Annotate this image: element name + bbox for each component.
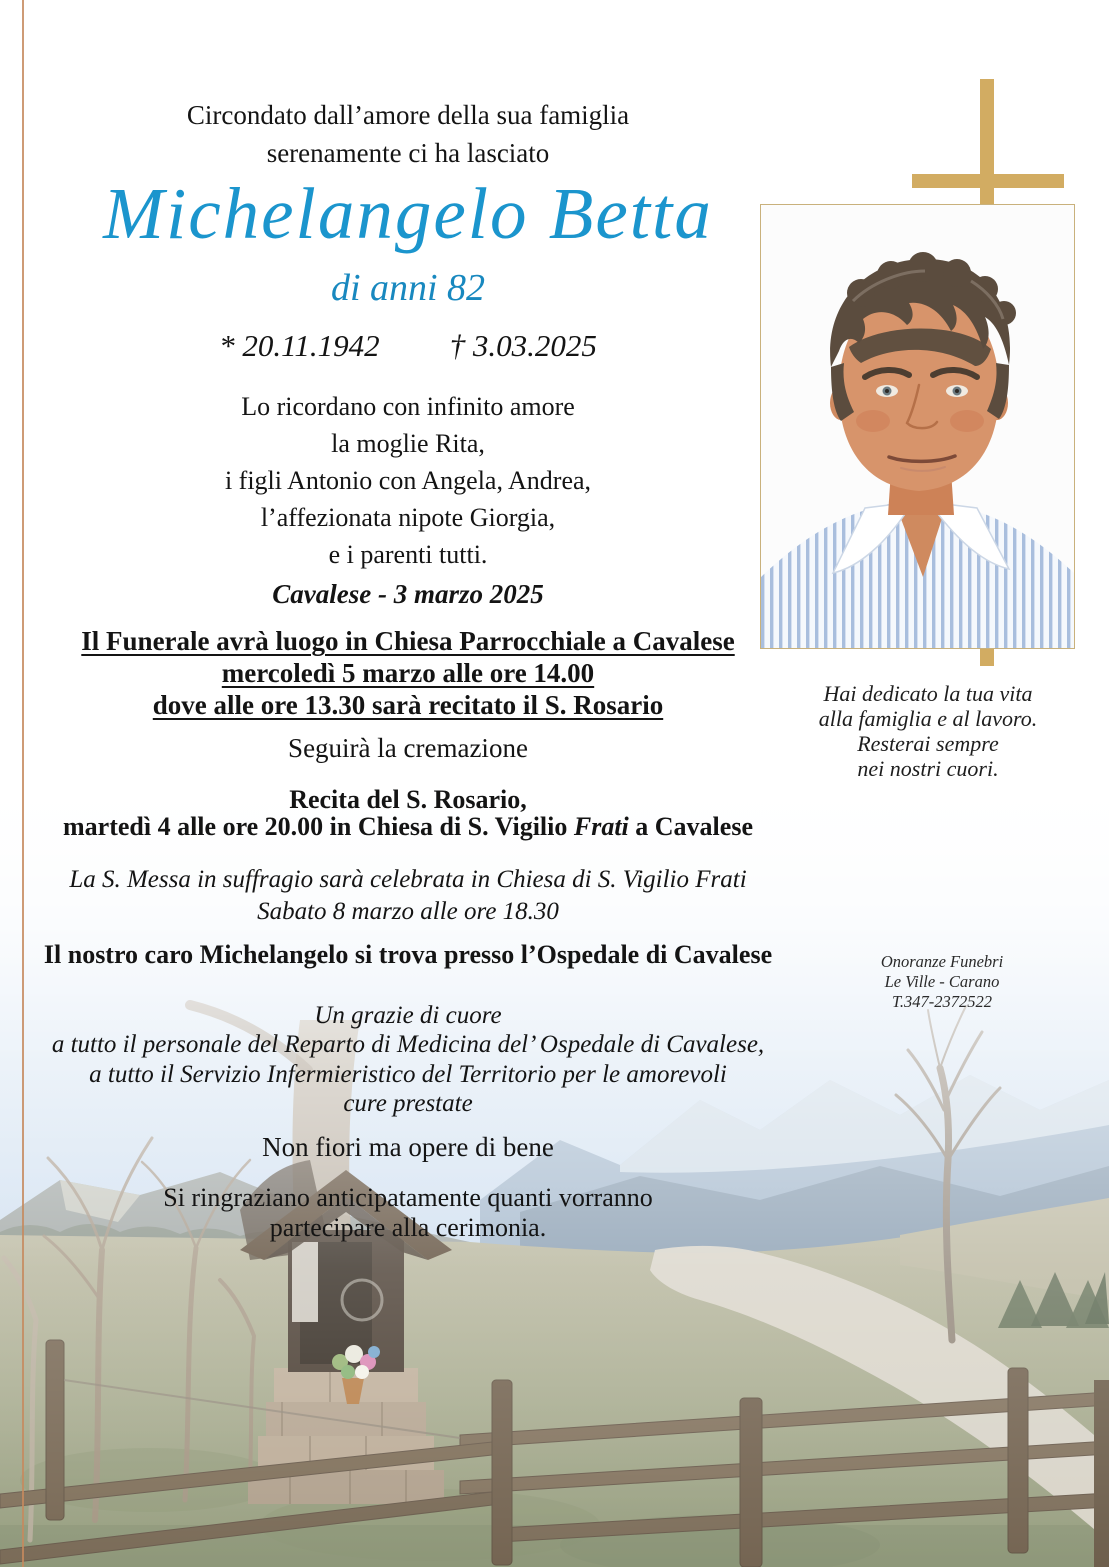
rosary-line-2-italic: Frati [573,812,629,841]
family-line-3: i figli Antonio con Angela, Andrea, [224,466,592,495]
rosary-line-2-pre: martedì 4 alle ore 20.00 in Chiesa di S. Vigilio [63,812,574,841]
thanks-line-2: a tutto il personale del Reparto di Medicina del’ Ospedale di Cavalese, [51,1031,765,1058]
rosary-line-1: Recita del S. Rosario, [289,785,527,814]
funeral-home-name: Onoranze Funebri [880,952,1004,971]
funeral-home-place: Le Ville - Carano [884,972,1000,991]
closing-line-2: partecipare alla cerimonia. [269,1213,547,1242]
funeral-line-3: dove alle ore 13.30 sarà recitato il S. Rosario [152,690,664,720]
epitaph-line-4: nei nostri cuori. [857,756,999,781]
left-accent-line [22,0,24,1567]
family-line-4: l’affezionata nipote Giorgia, [260,503,556,532]
family-line-5: e i parenti tutti. [328,540,488,569]
deceased-name: Michelangelo Betta [103,173,713,254]
mass-line-2: Sabato 8 marzo alle ore 18.30 [257,898,559,925]
funeral-line-2: mercoledì 5 marzo alle ore 14.00 [221,658,595,688]
birth-date: * 20.11.1942 [219,328,380,363]
location-line: Il nostro caro Michelangelo si trova presso l’Ospedale di Cavalese [43,940,773,969]
epitaph [792,681,1064,781]
epitaph-line-3: Resterai sempre [857,731,999,756]
cremation-line: Seguirà la cremazione [288,733,528,763]
rosary-line-2 [12,812,804,842]
epitaph-line-2: alla famiglia e al lavoro. [818,706,1038,731]
intro-line-1: Circondato dall’amore della sua famiglia [186,100,630,130]
age-line: di anni 82 [330,267,486,309]
epitaph-line-1: Hai dedicato la tua vita [823,681,1033,706]
birth-death-dates [12,328,804,364]
funeral-line-1: Il Funerale avrà luogo in Chiesa Parrocchiale a Cavalese [81,626,735,656]
thanks-line-1: Un grazie di cuore [314,1002,502,1029]
intro-line-2: serenamente ci ha lasciato [266,138,550,168]
place-date-line: Cavalese - 3 marzo 2025 [272,579,544,609]
portrait-illustration [761,205,1074,648]
memorial-cross-icon-arm [912,174,1064,188]
mass-line-1: La S. Messa in suffragio sarà celebrata in Chiesa di S. Vigilio Frati [69,866,747,893]
closing-line-1: Si ringraziano anticipatamente quanti vorranno [163,1183,653,1212]
family-line-2: la moglie Rita, [331,429,485,458]
no-flowers-line: Non fiori ma opere di bene [262,1132,554,1162]
family-line-1: Lo ricordano con infinito amore [241,392,575,421]
funeral-home-phone: T.347-2372522 [891,992,993,1011]
funeral-home-info [852,952,1032,1012]
thanks-line-3: a tutto il Servizio Infermieristico del Territorio per le amorevoli [89,1061,727,1088]
portrait-photo [760,204,1075,649]
death-date: † 3.03.2025 [449,328,597,363]
thanks-line-4: cure prestate [343,1090,473,1117]
rosary-line-2-post: a Cavalese [628,812,753,841]
